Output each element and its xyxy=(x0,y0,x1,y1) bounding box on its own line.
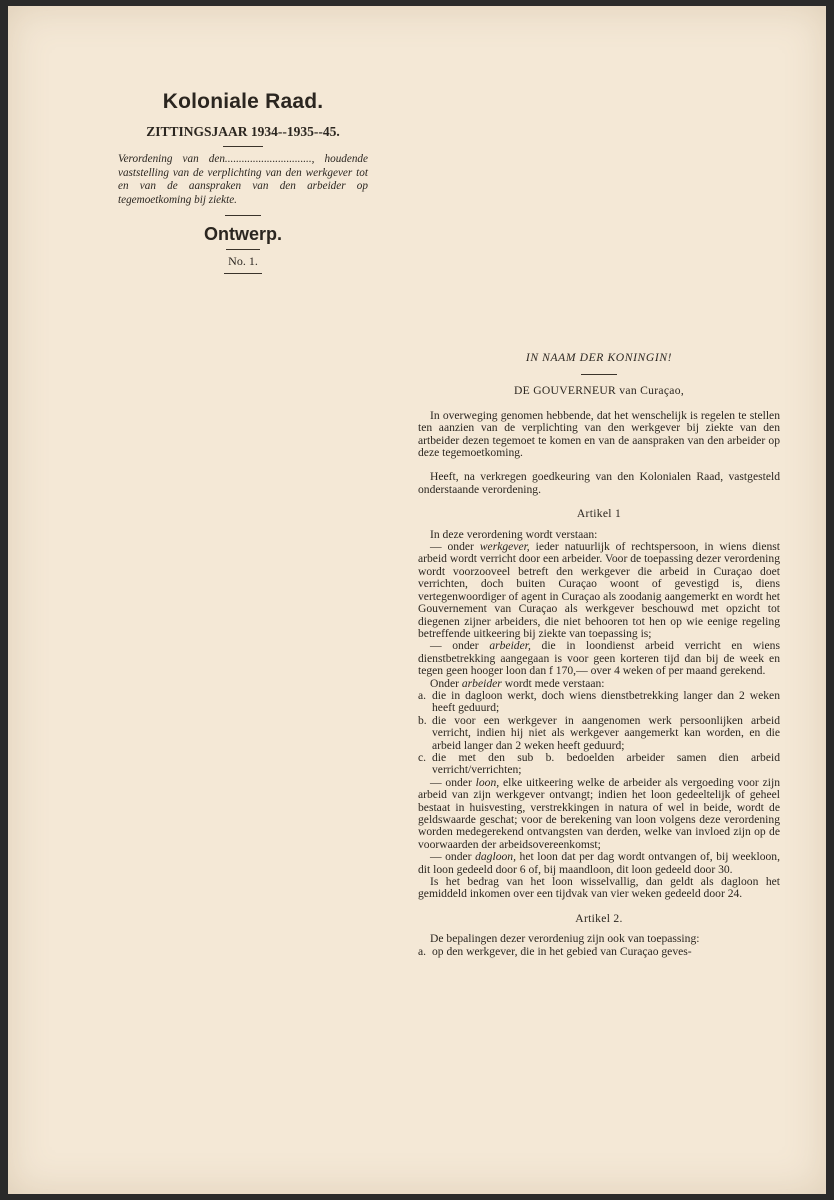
divider xyxy=(223,146,263,147)
definition-wage: — onder loon, elke uitkeering welke de arbeider als vergoeding voor zijn arbeid van zijn werkgever ontvangt; indien het loon gedeeltelijk of geheel bestaat in huisvesting, verstrekkingen in natura of wel in beide, wordt de geldswaarde geschat; voor de berekening van loon volgens deze verordening worden medegerekend ontvangsten van derden, welke van invloed zijn op de voorwaarden der arbeidsovereenkomst; xyxy=(418,775,780,851)
article-2-heading: Artikel 2. xyxy=(575,911,623,925)
definition-employer: — onder werkgever, ieder natuurlijk of rechtspersoon, in wiens dienst arbeid wordt verricht door een arbeider. Voor de toepassing dezer verordening wordt voorzooveel betreft den werkgever die arbeid in Curaçao doet verrichten, doch buiten Curaçao woont of gevestigd is, diens vertegenwoordiger of agent in Curaçao als zoodanig aangemerkt en wordt het Gouvernement van Curaçao als werkgever beschouwd met opzicht tot diegenen zijner arbeiders, die niet behooren tot hen op wie eenige regeling betreffende uitkeering bij ziekte van toepassing is; xyxy=(418,540,780,640)
document-number: No. 1. xyxy=(228,254,258,268)
document-page xyxy=(8,6,826,1194)
article-1-heading: Artikel 1 xyxy=(576,507,622,521)
ordinance-subject: Verordening van den..............................., houdende vaststelling van de verplichting van den werkgever tot en van de aanspraken van den arbeider op tegemoetkoming bij ziekte. xyxy=(118,153,368,206)
list-item: c. die met den sub b. bedoelden arbeider samen dien arbeid verricht/verrichten; xyxy=(418,750,780,777)
term-worker-also: arbeider xyxy=(461,676,502,690)
definition-day-wage: — onder dagloon, het loon dat per dag wordt ontvangen of, bij weekloon, dit loon gedeeld door 6 of, bij maandloon, dit loon gedeeld door 30. xyxy=(418,850,780,876)
consideration-paragraph: In overweging genomen hebbende, dat het wenschelijk is regelen te stellen ten aanzien van de verplichting van den werkgever bij ziekte van den artbeider dezen tegemoet te komen en van de aanspraken van den arbeider op deze tegemoetkoming. xyxy=(418,408,780,460)
draft-label: Ontwerp. xyxy=(203,224,282,244)
definition-worker-also: Onder arbeider wordt mede verstaan: xyxy=(430,676,605,690)
list-item: a. op den werkgever, die in het gebied van Curaçao geves- xyxy=(418,944,692,958)
session-year: ZITTINGSJAAR 1934--1935--45. xyxy=(146,124,340,139)
divider xyxy=(225,215,261,216)
definition-worker: — onder arbeider, die in loondienst arbeid verricht en wiens dienstbetrekking aangegaan is voor geen korteren tijd dan bij de week en tegen geen hooger loon dan f 170,— over 4 weken of per maand gerekend. xyxy=(418,639,780,678)
council-title: Koloniale Raad. xyxy=(162,90,324,113)
article-2-intro: De bepalingen dezer verordeniug zijn ook van toepassing: xyxy=(430,932,700,946)
term-employer: werkgever, xyxy=(479,540,530,554)
royal-heading: IN NAAM DER KONINGIN! xyxy=(525,351,673,364)
divider xyxy=(226,249,260,250)
governor-line: DE GOUVERNEUR van Curaçao, xyxy=(513,384,685,398)
divider xyxy=(581,374,617,375)
list-item: a. die in dagloon werkt, doch wiens dienstbetrekking langer dan 2 weken heeft geduurd; xyxy=(418,688,780,715)
ordinance-body xyxy=(418,352,780,958)
enactment-paragraph: Heeft, na verkregen goedkeuring van den Kolonialen Raad, vastgesteld onderstaande verordening. xyxy=(418,470,780,496)
term-day-wage: dagloon, xyxy=(475,850,516,864)
term-wage: loon, xyxy=(475,775,500,789)
term-worker: arbeider, xyxy=(489,639,531,653)
article-1-intro: In deze verordening wordt verstaan: xyxy=(430,527,598,541)
variable-wage-paragraph: Is het bedrag van het loon wisselvallig, dan geldt als dagloon het gemiddeld inkomen over een tijdvak van vier weken gedeeld door 24. xyxy=(418,875,780,901)
header-block xyxy=(118,90,368,274)
divider xyxy=(224,273,262,274)
list-item: b. die voor een werkgever in aangenomen werk persoonlijken arbeid verricht, indien hij niet als werkgever aangemerkt kan worden, en die arbeid langer dan 2 weken heeft geduurd; xyxy=(418,713,780,752)
